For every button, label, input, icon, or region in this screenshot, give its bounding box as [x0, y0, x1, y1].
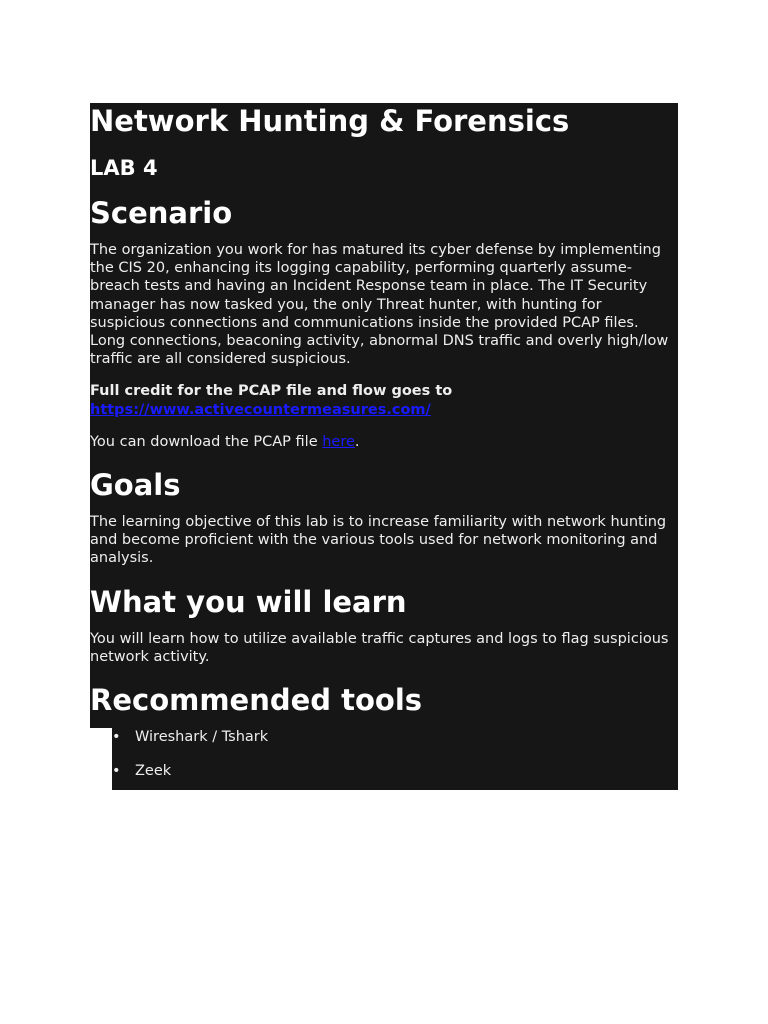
goals-heading: Goals — [90, 468, 181, 503]
tool-name: Zeek — [135, 763, 172, 780]
bullet-icon: • — [112, 729, 121, 746]
document-page — [90, 103, 678, 790]
lab-number: LAB 4 — [90, 156, 158, 180]
tools-list — [90, 728, 678, 780]
download-text: You can download the PCAP file — [90, 433, 323, 450]
credit-paragraph — [90, 382, 678, 418]
learn-body: You will learn how to utilize available traffic captures and logs to flag suspicious network activity. — [90, 630, 669, 665]
download-paragraph — [90, 433, 678, 451]
tools-heading: Recommended tools — [90, 683, 423, 718]
scenario-heading: Scenario — [90, 196, 233, 230]
bullet-icon: • — [112, 763, 121, 780]
credit-text: Full credit for the PCAP file and flow goes to — [90, 383, 453, 400]
download-link[interactable]: here — [322, 433, 355, 450]
list-item — [90, 728, 678, 746]
goals-body: The learning objective of this lab is to increase familiarity with network hunting and become proficient with the various tools used for network monitoring and analysis. — [90, 514, 667, 567]
document-content — [90, 103, 678, 780]
download-suffix: . — [354, 433, 360, 450]
scenario-body: The organization you work for has matured its cyber defense by implementing the CIS 20, enhancing its logging capability, performing quarterly assume-breach tests and having an Incident Response team in place. The IT Security manager has now tasked you, the only Threat hunter, with hunting for suspicious connections and communications inside the provided PCAP files. Long connections, beaconing activity, abnormal DNS traffic and overly high/low traffic are all considered suspicious. — [90, 242, 669, 368]
learn-heading: What you will learn — [90, 584, 407, 619]
credit-link[interactable]: https://www.activecountermeasures.com/ — [90, 401, 431, 418]
tool-name: Wireshark / Tshark — [135, 729, 269, 746]
document-title: Network Hunting & Forensics — [90, 104, 570, 138]
list-item — [90, 762, 678, 780]
